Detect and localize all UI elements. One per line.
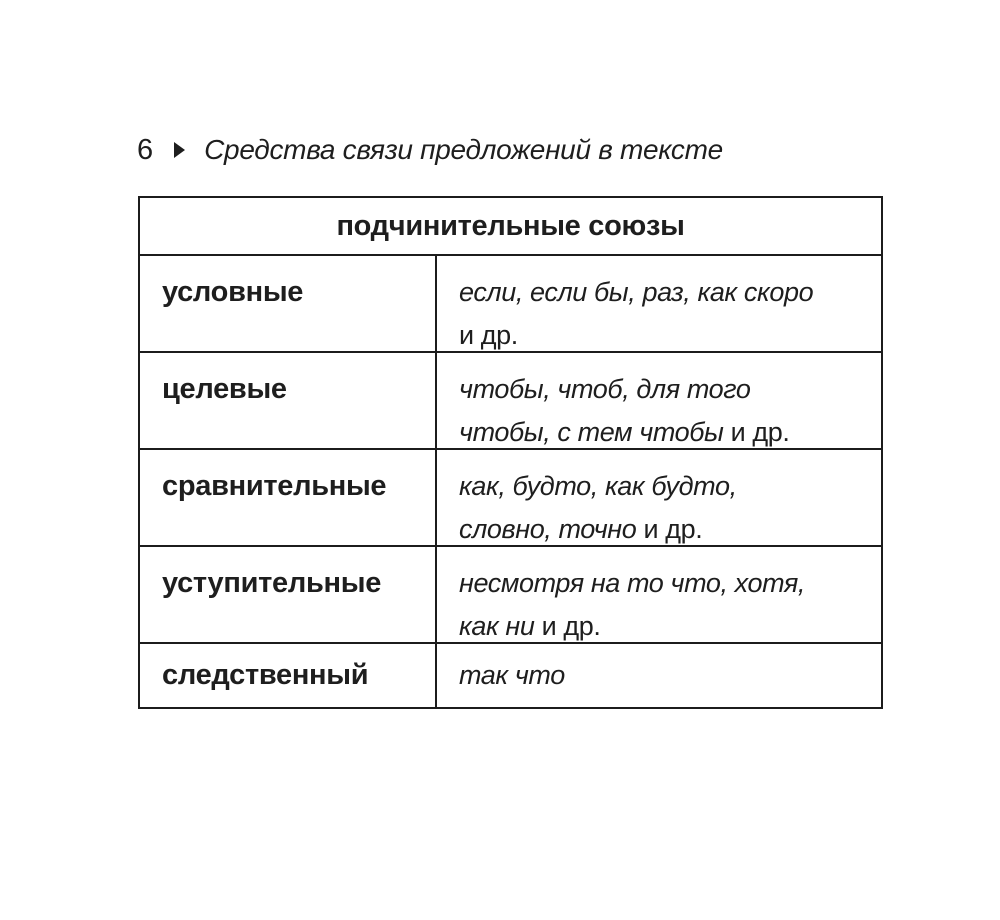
category-cell: условные [162,276,304,308]
table-row [140,448,881,545]
category-cell: уступительные [162,567,382,599]
examples-cell [435,256,881,357]
conjunction-list: так что [459,660,565,690]
category-cell: сравнительные [162,470,387,502]
examples-text [459,562,819,648]
conjunctions-table [138,196,883,709]
examples-cell [435,353,881,454]
examples-cell [435,644,881,707]
examples-cell [435,547,881,648]
conjunction-list: как, будто, как будто, словно, точно [459,471,737,544]
conjunction-list: несмотря на то что, хотя, как ни [459,568,806,641]
category-cell: целевые [162,373,287,405]
table-row [140,545,881,642]
table-title: подчинительные союзы [336,209,685,242]
etc-label: и др. [643,514,703,544]
triangle-bullet-icon [174,142,185,158]
table-row [140,254,881,351]
etc-label: и др. [541,611,601,641]
running-head [137,132,723,168]
page-number: 6 [137,134,154,166]
etc-label: и др. [730,417,790,447]
examples-text [459,271,819,357]
table-row [140,351,881,448]
table-header-row [140,198,881,254]
category-cell: следственный [162,659,369,691]
conjunction-list: если, если бы, раз, как скоро [459,277,814,307]
examples-text [459,654,819,697]
examples-text [459,465,819,551]
examples-text [459,368,819,454]
etc-label: и др. [459,320,518,350]
section-title: Средства связи предложений в тексте [204,134,723,165]
table-row [140,642,881,707]
examples-cell [435,450,881,551]
conjunction-list: чтобы, чтоб, для того чтобы, с тем чтобы [459,374,751,447]
